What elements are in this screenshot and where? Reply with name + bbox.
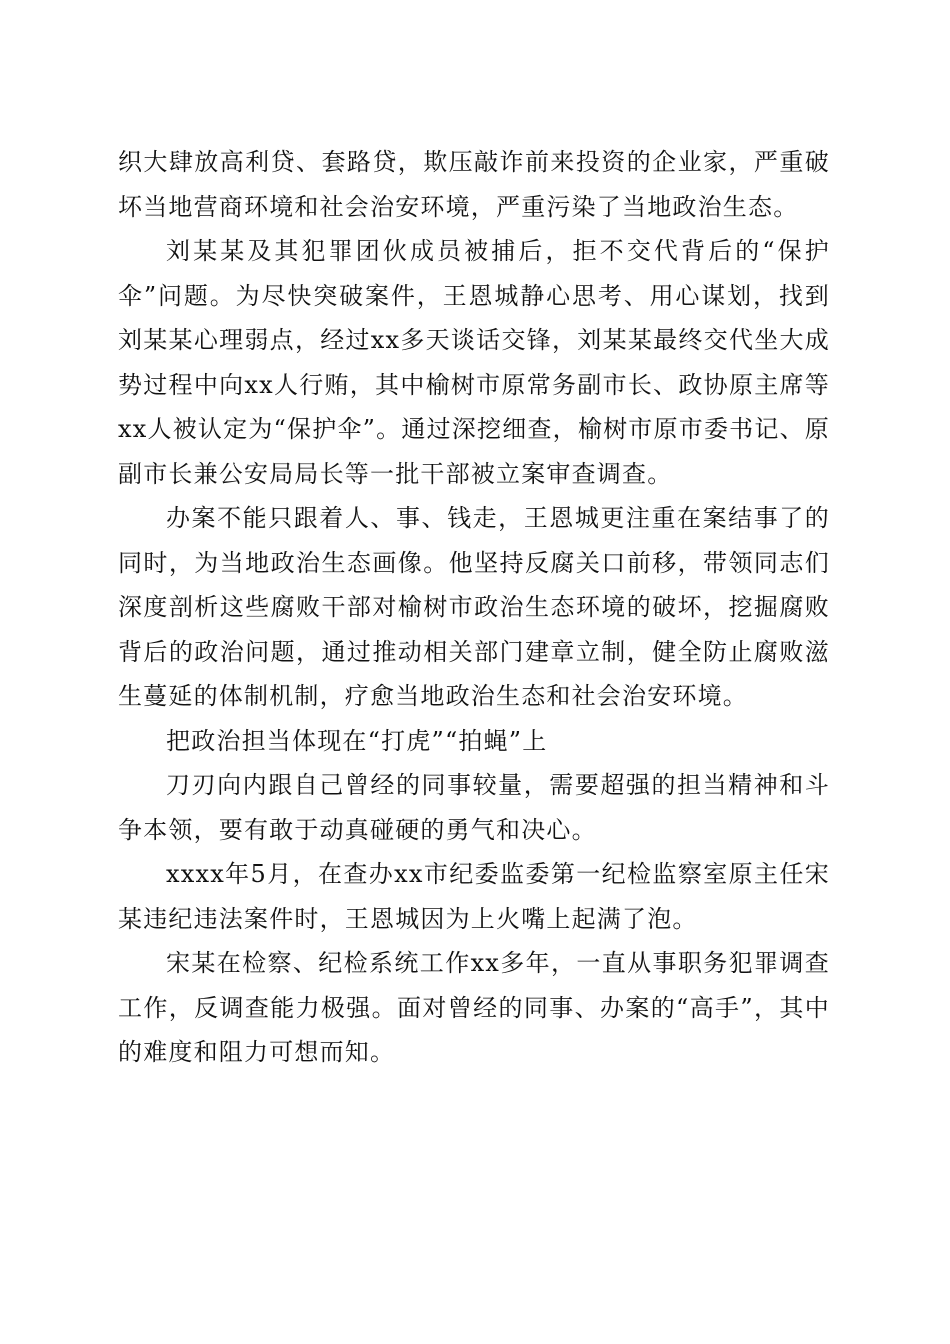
document-body — [118, 140, 830, 1075]
paragraph: 办案不能只跟着人、事、钱走，王恩城更注重在案结事了的同时，为当地政治生态画像。他坚持反腐关口前移，带领同志们深度剖析这些腐败干部对榆树市政治生态环境的破坏，挖掘腐败背后的政治问题，通过推动相关部门建章立制，健全防止腐败滋生蔓延的体制机制，疗愈当地政治生态和社会治安环境。 — [118, 504, 830, 710]
paragraph: xxxx年5月，在查办xx市纪委监委第一纪检监察室原主任宋某违纪违法案件时，王恩城因为上火嘴上起满了泡。 — [118, 860, 830, 933]
paragraph: 刀刃向内跟自己曾经的同事较量，需要超强的担当精神和斗争本领，要有敢于动真碰硬的勇气和决心。 — [118, 771, 830, 844]
paragraph-continued: 织大肆放高利贷、套路贷，欺压敲诈前来投资的企业家，严重破坏当地营商环境和社会治安环境，严重污染了当地政治生态。 — [118, 148, 830, 221]
section-heading: 把政治担当体现在“打虎”“拍蝇”上 — [166, 726, 548, 755]
paragraph: 宋某在检察、纪检系统工作xx多年，一直从事职务犯罪调查工作，反调查能力极强。面对曾经的同事、办案的“高手”，其中的难度和阻力可想而知。 — [118, 949, 830, 1066]
paragraph: 刘某某及其犯罪团伙成员被捕后，拒不交代背后的“保护伞”问题。为尽快突破案件，王恩城静心思考、用心谋划，找到刘某某心理弱点，经过xx多天谈话交锋，刘某某最终交代坐大成势过程中向xx人行贿，其中榆树市原常务副市长、政协原主席等xx人被认定为“保护伞”。通过深挖细查，榆树市原市委书记、原副市长兼公安局局长等一批干部被立案审查调查。 — [118, 237, 830, 488]
